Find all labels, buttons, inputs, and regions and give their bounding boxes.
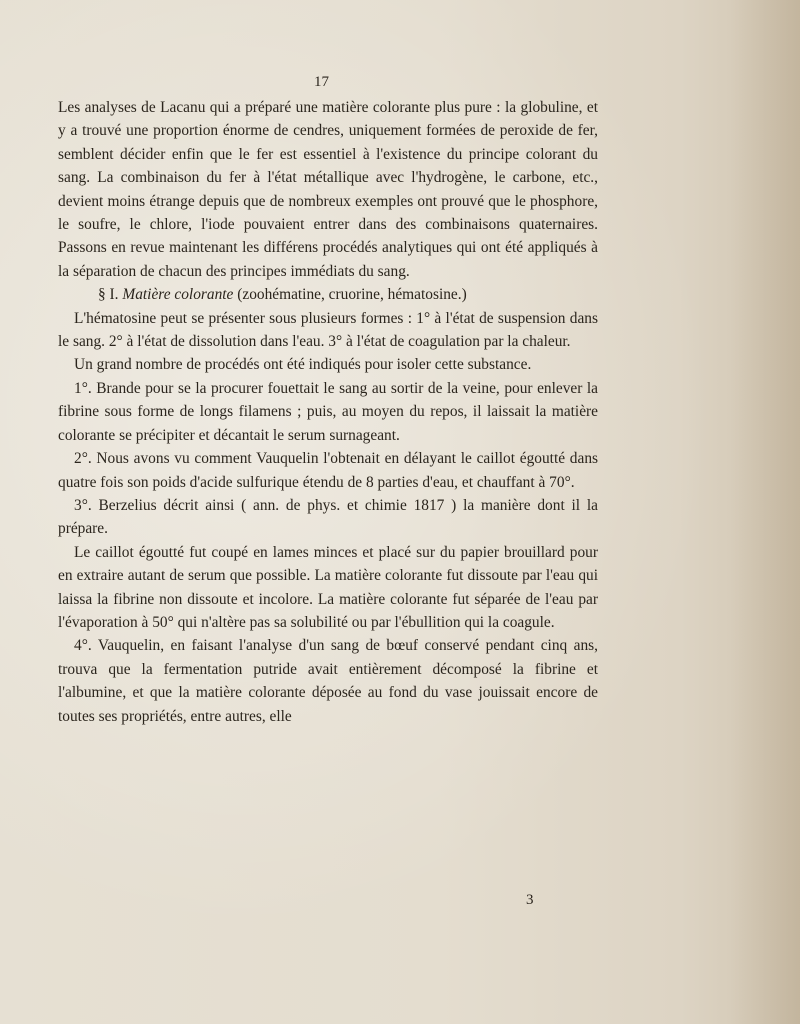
paragraph-caillot: Le caillot égoutté fut coupé en lames minces et placé sur du papier brouillard pour en extraire autant de serum que possible. La matière colorante fut dissoute par l'eau qui laissa la fibrine non dissoute et incolore. La matière colorante fut séparée de l'eau par l'évaporation à 50° qui n'altère pas sa solubilité ou par l'ébullition qui la coagule. (58, 543, 598, 631)
paragraph-forms: L'hématosine peut se présenter sous plusieurs formes : 1° à l'état de suspension dans le sang. 2° à l'état de dissolution dans l'eau. 3° à l'état de coagulation par la chaleur. (58, 309, 598, 351)
section-synonyms: (zoohématine, cruorine, hématosine.) (237, 286, 467, 304)
section-heading (58, 283, 598, 306)
paragraph-vauquelin-2: 4°. Vauquelin, en faisant l'analyse d'un sang de bœuf conservé pendant cinq ans, trouva que la fermentation putride avait entièrement décomposé la fibrine et l'albumine, et que la matière colorante déposée au fond du vase jouissait encore de toutes ses propriétés, entre autres, elle (58, 637, 598, 725)
paragraph-vauquelin-1: 2°. Nous avons vu comment Vauquelin l'obtenait en délayant le caillot égoutté dans quatre fois son poids d'acide sulfurique étendu de 8 parties d'eau, et chauffant à 70°. (58, 450, 598, 491)
section-number: § I. (98, 286, 119, 304)
body-text (58, 96, 598, 728)
paragraph-intro: Les analyses de Lacanu qui a préparé une matière colorante plus pure : la globuline, et y a trouvé une proportion énorme de cendres, uniquement formées de peroxide de fer, semblent décider enfin que le fer est essentiel à l'existence du principe colorant du sang. La combinaison du fer à l'état métallique avec l'hydrogène, le carbone, etc., devient moins étrange depuis que de nombreux exemples ont prouvé que le phosphore, le soufre, le chlore, l'iode pouvaient entrer dans des combinaisons quaternaires. Passons en revue maintenant les différens procédés analytiques qui ont été appliqués à la séparation de chacun des principes immédiats du sang. (58, 99, 598, 280)
page-edge-shadow (730, 0, 800, 1024)
paragraph-brande: 1°. Brande pour se la procurer fouettait le sang au sortir de la veine, pour enlever la fibrine sous forme de longs filamens ; puis, au moyen du repos, il laissait la matière colorante se précipiter et décantait le serum surnageant. (58, 379, 598, 444)
paragraph-procedures: Un grand nombre de procédés ont été indiqués pour isoler cette substance. (74, 356, 532, 374)
section-title: Matière colorante (122, 286, 234, 304)
paragraph-berzelius: 3°. Berzelius décrit ainsi ( ann. de phys. et chimie 1817 ) la manière dont il la prépare. (58, 496, 598, 538)
page-number: 17 (314, 74, 329, 90)
signature-mark: 3 (526, 892, 534, 908)
